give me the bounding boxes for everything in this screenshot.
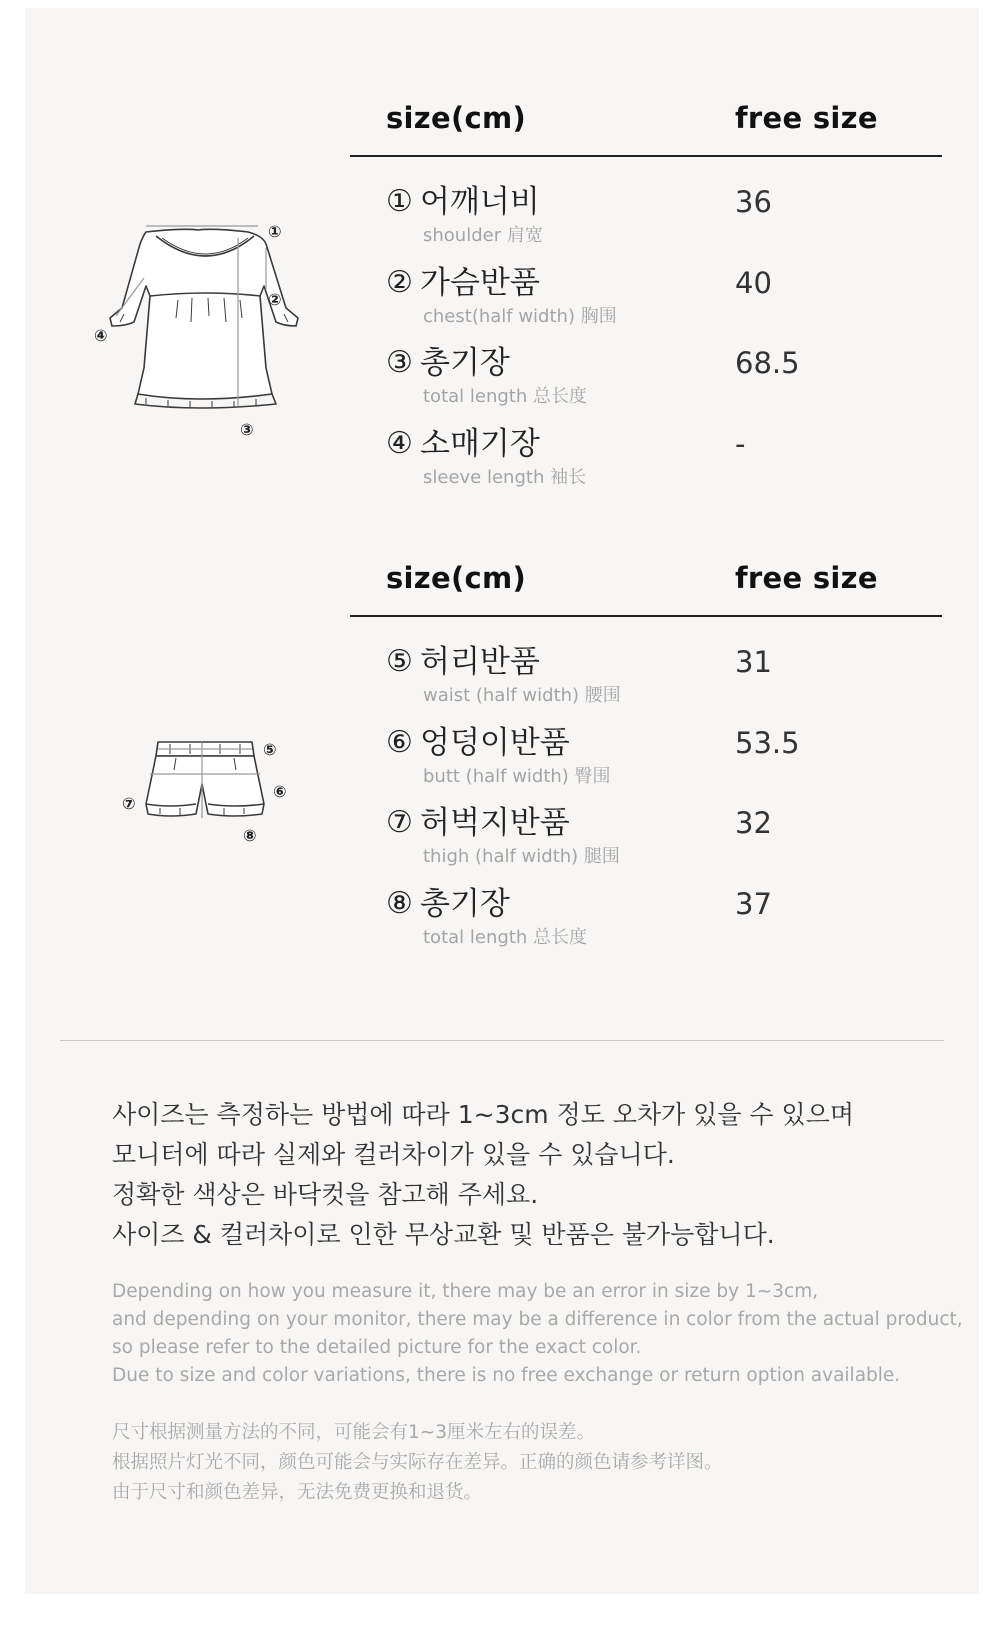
row-label-en: total length 总长度 (423, 386, 587, 407)
measurement-row-chest (350, 260, 942, 341)
row-label-ko: 소매기장 (420, 425, 540, 462)
notice-line: 사이즈는 측정하는 방법에 따라 1~3cm 정도 오차가 있을 수 있으며 (112, 1100, 854, 1129)
marker-2: ② (268, 290, 282, 309)
bottom-size-table (350, 525, 942, 961)
marker-4: ④ (94, 326, 108, 345)
notice-english (112, 1278, 972, 1390)
top-size-table (350, 65, 942, 501)
marker-8: ⑧ (243, 826, 257, 845)
row-number: ⑤ (386, 644, 413, 679)
table-header (350, 65, 942, 157)
notice-korean (112, 1095, 952, 1255)
free-size-header: free size (735, 101, 878, 135)
row-value: 37 (735, 886, 772, 921)
measurement-row-hip (350, 720, 942, 801)
row-label-ko: 어깨너비 (420, 184, 540, 220)
row-number: ④ (386, 425, 413, 461)
measurement-row-thigh (350, 800, 942, 881)
row-label-ko: 허리반품 (420, 644, 540, 680)
row-label-en: shoulder 肩宽 (423, 225, 543, 246)
row-label-en: total length 总长度 (423, 926, 587, 948)
row-value: 31 (735, 645, 772, 679)
row-value: 53.5 (735, 725, 800, 760)
top-garment-diagram (88, 218, 318, 438)
notice-chinese (112, 1418, 972, 1508)
size-header-label: size(cm) (386, 101, 527, 135)
row-label-en: chest(half width) 胸围 (423, 305, 617, 327)
free-size-header: free size (735, 561, 878, 595)
row-label-en: waist (half width) 腰围 (423, 685, 621, 706)
measurement-row-total-length (350, 340, 942, 421)
notice-line: 모니터에 따라 실제와 컬러차이가 있을 수 있습니다. (112, 1140, 675, 1169)
row-label-ko: 총기장 (420, 885, 510, 922)
row-value: - (735, 426, 746, 461)
row-number: ① (386, 184, 413, 219)
row-label-en: thigh (half width) 腿围 (423, 846, 620, 867)
row-number: ② (386, 264, 413, 300)
shorts-diagram (140, 738, 270, 828)
row-value: 36 (735, 185, 772, 219)
measurement-row-sleeve (350, 421, 942, 502)
notice-line: 정확한 색상은 바닥컷을 참고해 주세요. (112, 1180, 539, 1209)
row-label-ko: 가슴반품 (420, 264, 540, 301)
notice-line: Due to size and color variations, there is no free exchange or return option available. (112, 1365, 901, 1386)
row-number: ⑧ (386, 885, 413, 921)
notice-line: so please refer to the detailed picture for the exact color. (112, 1337, 642, 1358)
row-label-ko: 허벅지반품 (420, 805, 570, 841)
notice-line: 尺寸根据测量方法的不同，可能会有1~3厘米左右的误差。 (112, 1422, 596, 1443)
notice-line: Depending on how you measure it, there may be an error in size by 1~3cm, (112, 1281, 819, 1302)
marker-6: ⑥ (273, 782, 287, 801)
row-value: 68.5 (735, 346, 800, 380)
row-label-ko: 총기장 (420, 345, 510, 381)
blouse-illustration (88, 218, 318, 438)
table-header (350, 525, 942, 617)
row-label-en: sleeve length 袖长 (423, 466, 587, 488)
notice-line: 사이즈 & 컬러차이로 인한 무상교환 및 반품은 불가능합니다. (112, 1220, 775, 1249)
row-label-ko: 엉덩이반품 (420, 724, 570, 761)
marker-1: ① (268, 222, 282, 241)
row-label-en: butt (half width) 臀围 (423, 765, 611, 787)
measurement-row-total-length (350, 881, 942, 962)
row-value: 32 (735, 806, 772, 840)
marker-3: ③ (240, 420, 254, 439)
notice-line: 由于尺寸和颜色差异，无法免费更换和退货。 (112, 1482, 483, 1503)
row-number: ⑥ (386, 724, 413, 760)
row-number: ③ (386, 345, 413, 380)
measurement-row-shoulder (350, 179, 942, 260)
row-value: 40 (735, 265, 772, 300)
shorts-illustration (140, 738, 270, 828)
marker-7: ⑦ (122, 794, 136, 813)
notice-line: and depending on your monitor, there may be a difference in color from the actual product, (112, 1309, 963, 1330)
marker-5: ⑤ (263, 740, 277, 759)
size-header-label: size(cm) (386, 561, 527, 595)
section-divider (60, 1040, 944, 1041)
measurement-row-waist (350, 639, 942, 720)
row-number: ⑦ (386, 805, 413, 840)
notice-line: 根据照片灯光不同，颜色可能会与实际存在差异。正确的颜色请参考详图。 (112, 1452, 723, 1473)
